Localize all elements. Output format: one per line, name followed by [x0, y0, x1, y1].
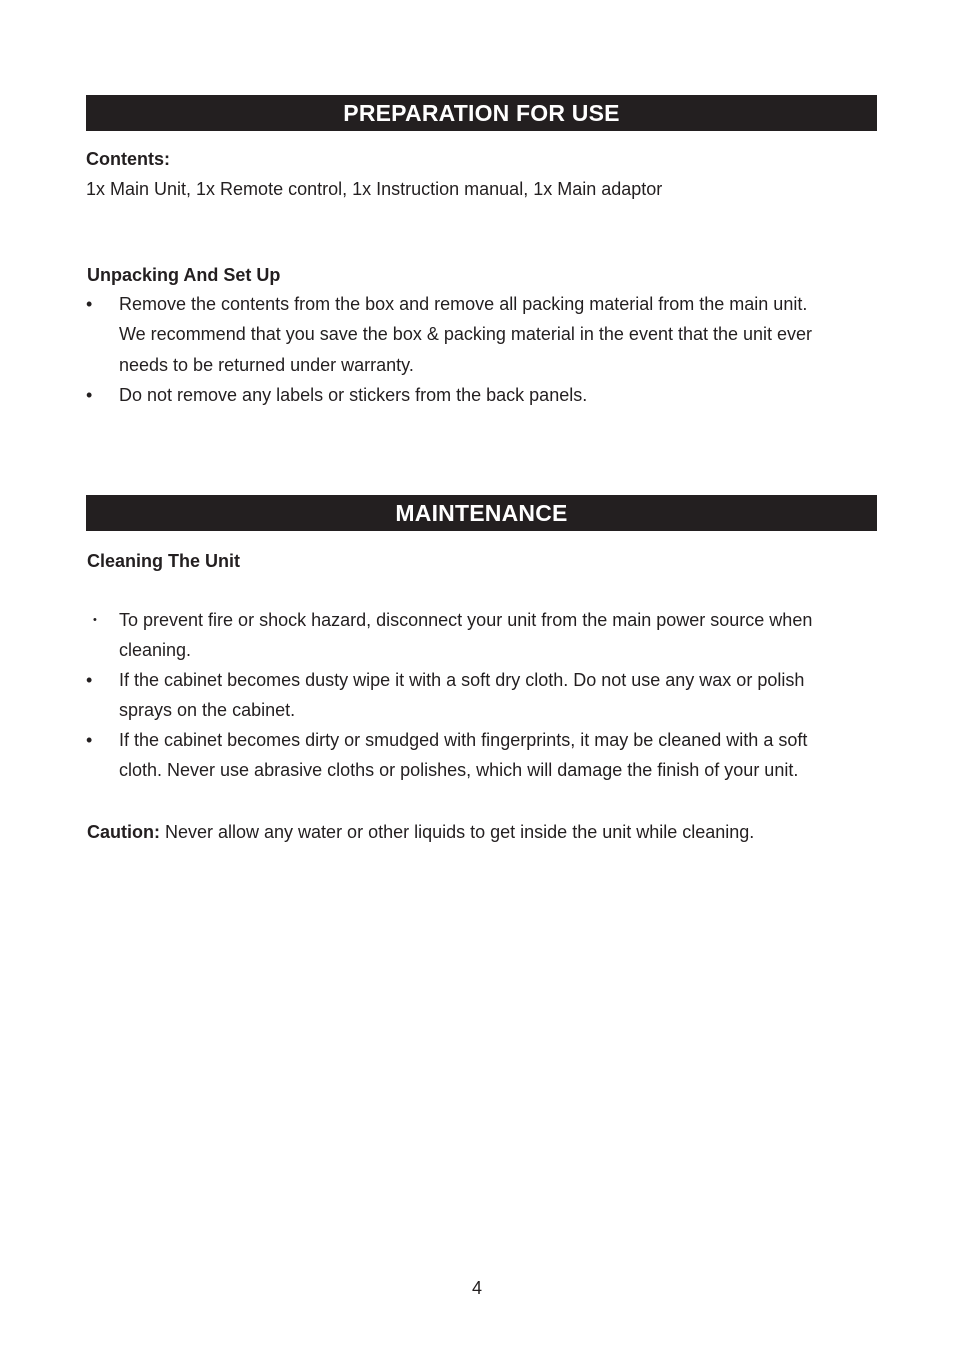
- maintenance-banner: [86, 495, 877, 531]
- preparation-banner: [86, 95, 877, 131]
- cleaning-bullet-3: [86, 725, 876, 786]
- maintenance-title: MAINTENANCE: [395, 500, 568, 526]
- contents-heading: Contents:: [86, 149, 170, 169]
- unpacking-heading: Unpacking And Set Up: [87, 265, 281, 285]
- bullet-marker: •: [86, 670, 93, 690]
- caution-label: Caution:: [87, 822, 160, 842]
- bullet-text-line: If the cabinet becomes dusty wipe it with a soft dry cloth. Do not use any wax or polish: [119, 670, 805, 690]
- bullet-marker: •: [86, 385, 93, 405]
- cleaning-bullet-1: [86, 605, 876, 666]
- bullet-text-line: needs to be returned under warranty.: [119, 354, 414, 375]
- cleaning-bullet-2: [86, 665, 876, 726]
- bullet-text-line: Do not remove any labels or stickers from the back panels.: [119, 385, 588, 405]
- bullet-marker: •: [93, 614, 97, 626]
- caution-note: [87, 821, 754, 843]
- preparation-title: PREPARATION FOR USE: [343, 100, 620, 126]
- bullet-marker: •: [86, 730, 93, 750]
- page-number: 4: [471, 1278, 482, 1298]
- bullet-text-line: We recommend that you save the box & packing material in the event that the unit ever: [119, 324, 813, 345]
- bullet-text-line: sprays on the cabinet.: [119, 700, 296, 721]
- cleaning-heading: Cleaning The Unit: [87, 551, 240, 571]
- caution-text: Never allow any water or other liquids to get inside the unit while cleaning.: [159, 822, 755, 842]
- unpacking-bullet-2: [86, 380, 876, 410]
- bullet-text-line: Remove the contents from the box and remove all packing material from the main unit.: [119, 294, 808, 314]
- bullet-text-line: If the cabinet becomes dirty or smudged with fingerprints, it may be cleaned with a soft: [119, 730, 808, 750]
- bullet-text-line: cleaning.: [119, 640, 192, 661]
- bullet-marker: •: [86, 294, 93, 314]
- unpacking-bullet-1: [86, 289, 876, 380]
- contents-text: 1x Main Unit, 1x Remote control, 1x Instruction manual, 1x Main adaptor: [86, 179, 663, 199]
- bullet-text-line: To prevent fire or shock hazard, disconnect your unit from the main power source when: [119, 610, 813, 630]
- bullet-text-line: cloth. Never use abrasive cloths or polishes, which will damage the finish of your unit.: [119, 760, 799, 781]
